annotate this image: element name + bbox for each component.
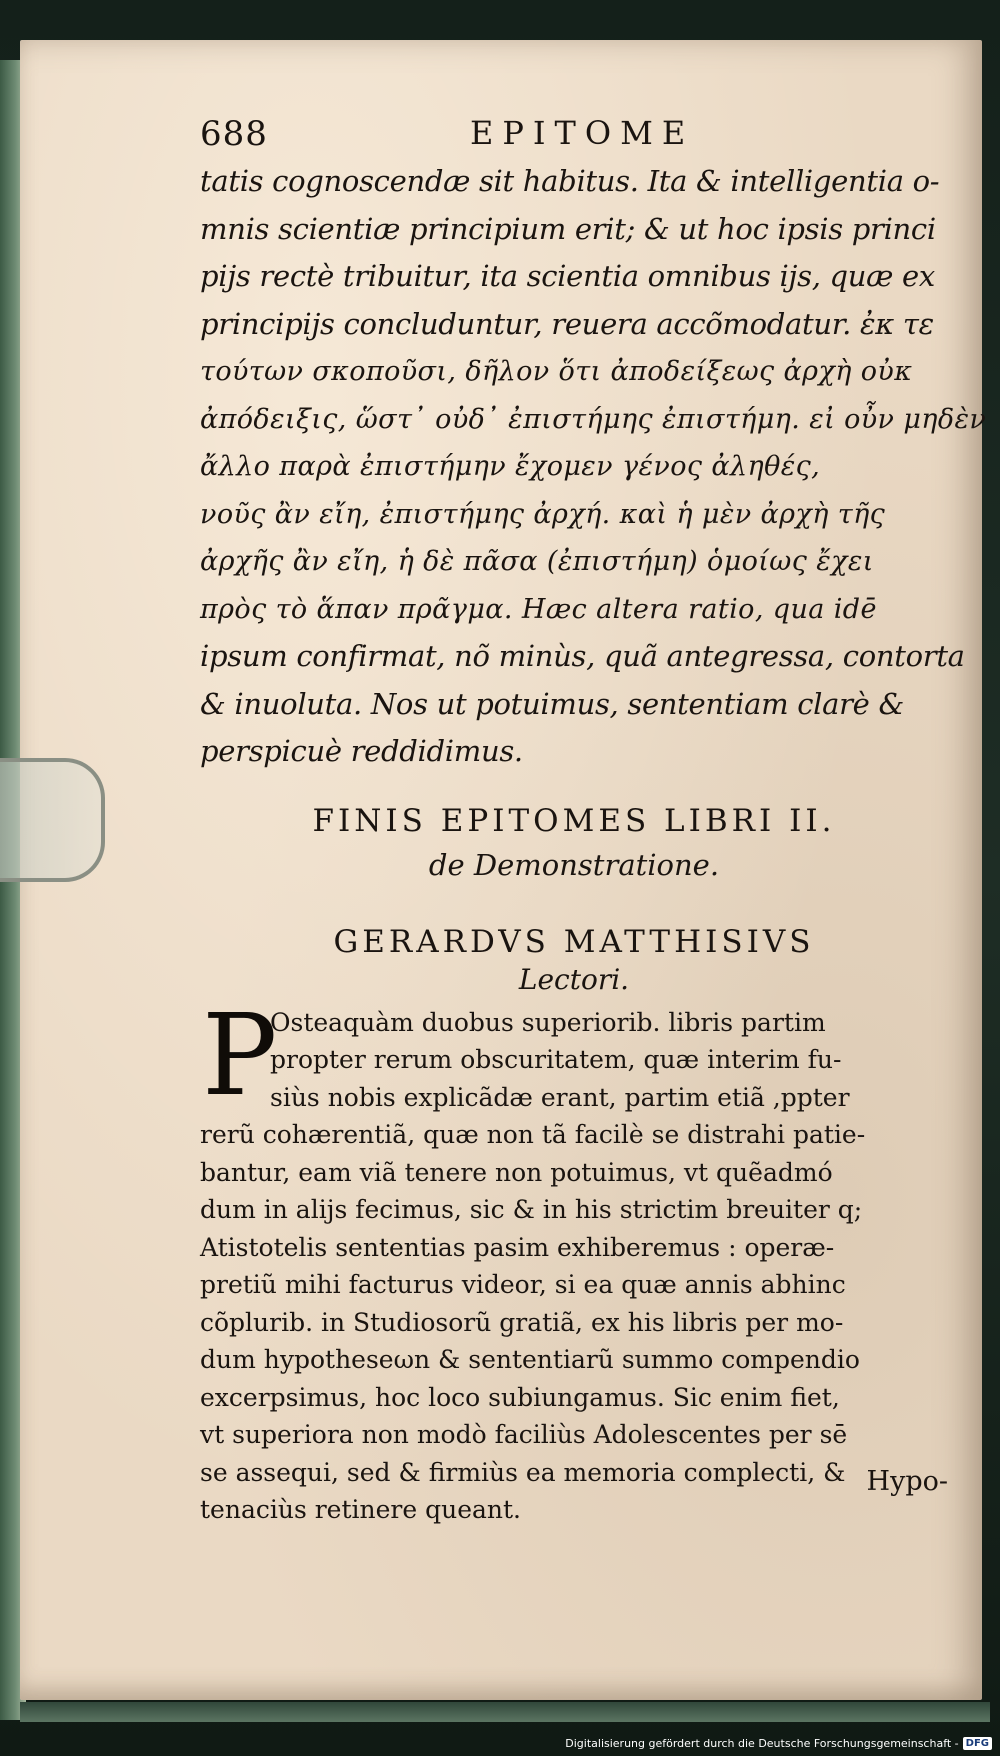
salutation: Lectori. [518, 962, 630, 996]
text-line: pretiũ mihi facturus videor, si ea quæ annis abhinc [200, 1270, 846, 1299]
drop-cap: P [202, 990, 278, 1121]
text-line: perspicuè reddidimus. [200, 734, 523, 768]
text-line: vt superiora non modò faciliùs Adolescentes per sē [200, 1420, 848, 1449]
text-line: tatis cognoscendæ sit habitus. Ita & intelligentia o- [200, 164, 940, 198]
text-line: ἄλλο παρὰ ἐπιστήμην ἔχομεν γένος ἀληθές, [200, 451, 821, 482]
finis-heading [200, 798, 948, 886]
finis-line: FINIS EPITOMES LIBRI II. [312, 802, 836, 839]
text-line: rerũ cohærentiã, quæ non tã facilè se distrahi patie- [200, 1120, 866, 1149]
text-line: cõplurib. in Studiosorũ gratiã, ex his libris per mo- [200, 1307, 844, 1337]
text-line: mnis scientiæ principium erit; & ut hoc ipsis princi [200, 211, 936, 246]
text-line: νοῦς ἂν εἴη, ἐπιστήμης ἀρχή. καὶ ἡ μὲν ἀρχὴ τῆς [200, 498, 886, 530]
text-line: bantur, eam viã tenere non potuimus, vt quẽadmó [200, 1157, 833, 1187]
text-line: tenaciùs retinere queant. [200, 1495, 521, 1524]
page-content [200, 110, 987, 1529]
greek-text-block [200, 348, 987, 633]
digitization-credit [565, 1737, 992, 1750]
letter-body [200, 990, 948, 1529]
page-number: 688 [200, 114, 268, 154]
text-line: πρὸς τὸ ἅπαν πρᾶγμα. Hæc altera ratio, qua idē [200, 593, 877, 625]
text-line: siùs nobis explicãdæ erant, partim etiã ,ppter [270, 1082, 850, 1112]
running-head [200, 110, 948, 158]
text-line: propter rerum obscuritatem, quæ interim fu- [270, 1045, 842, 1074]
credit-text: Digitalisierung gefördert durch die Deutsche Forschungsgemeinschaft - [565, 1737, 959, 1750]
running-title: EPITOME [470, 114, 695, 152]
text-line: ἀρχῆς ἂν εἴη, ἡ δὲ πᾶσα (ἐπιστήμη) ὁμοίως ἔχει [200, 546, 874, 577]
letter-heading [200, 922, 948, 998]
text-line: ipsum confirmat, nõ minùs, quã antegressa, contorta [200, 639, 965, 673]
text-line: pijs rectè tribuitur, ita scientia omnibus ijs, quæ ex [200, 259, 935, 293]
book-bottom-edge [20, 1702, 990, 1722]
author-name: GERARDVS MATTHISIVS [333, 923, 815, 960]
finis-subtitle: de Demonstratione. [428, 847, 720, 882]
text-line: se assequi, sed & firmiùs ea memoria complecti, & [200, 1457, 846, 1487]
text-line: τούτων σκοποῦσι, δῆλον ὅτι ἀποδείξεως ἀρχὴ οὐκ [200, 356, 913, 387]
text-line: Osteaquàm duobus superiorib. libris partim [270, 1007, 826, 1037]
text-line: Atistotelis sententias pasim exhiberemus : operæ- [200, 1232, 835, 1262]
text-line: dum hypotheseωn & sententiarũ summo compendio [200, 1345, 860, 1374]
italic-text-block [200, 158, 948, 348]
page-clip-holder [0, 758, 105, 882]
text-line: ἀπόδειξις, ὥστ᾽ οὐδ᾽ ἐπιστήμης ἐπιστήμη. εἰ οὖν μηδὲν [200, 403, 987, 435]
text-line: principijs concluduntur, reuera accõmodatur. ἐκ τε [200, 306, 934, 341]
text-line: & inuoluta. Nos ut potuimus, sententiam clarè & [200, 686, 904, 721]
dfg-logo: DFG [963, 1737, 992, 1750]
italic-text-block-2 [200, 633, 965, 776]
text-line: excerpsimus, hoc loco subiungamus. Sic enim fiet, [200, 1382, 840, 1412]
catchword: Hypo- [866, 1466, 948, 1497]
text-line: dum in alijs fecimus, sic & in his strictim breuiter q; [200, 1195, 863, 1224]
